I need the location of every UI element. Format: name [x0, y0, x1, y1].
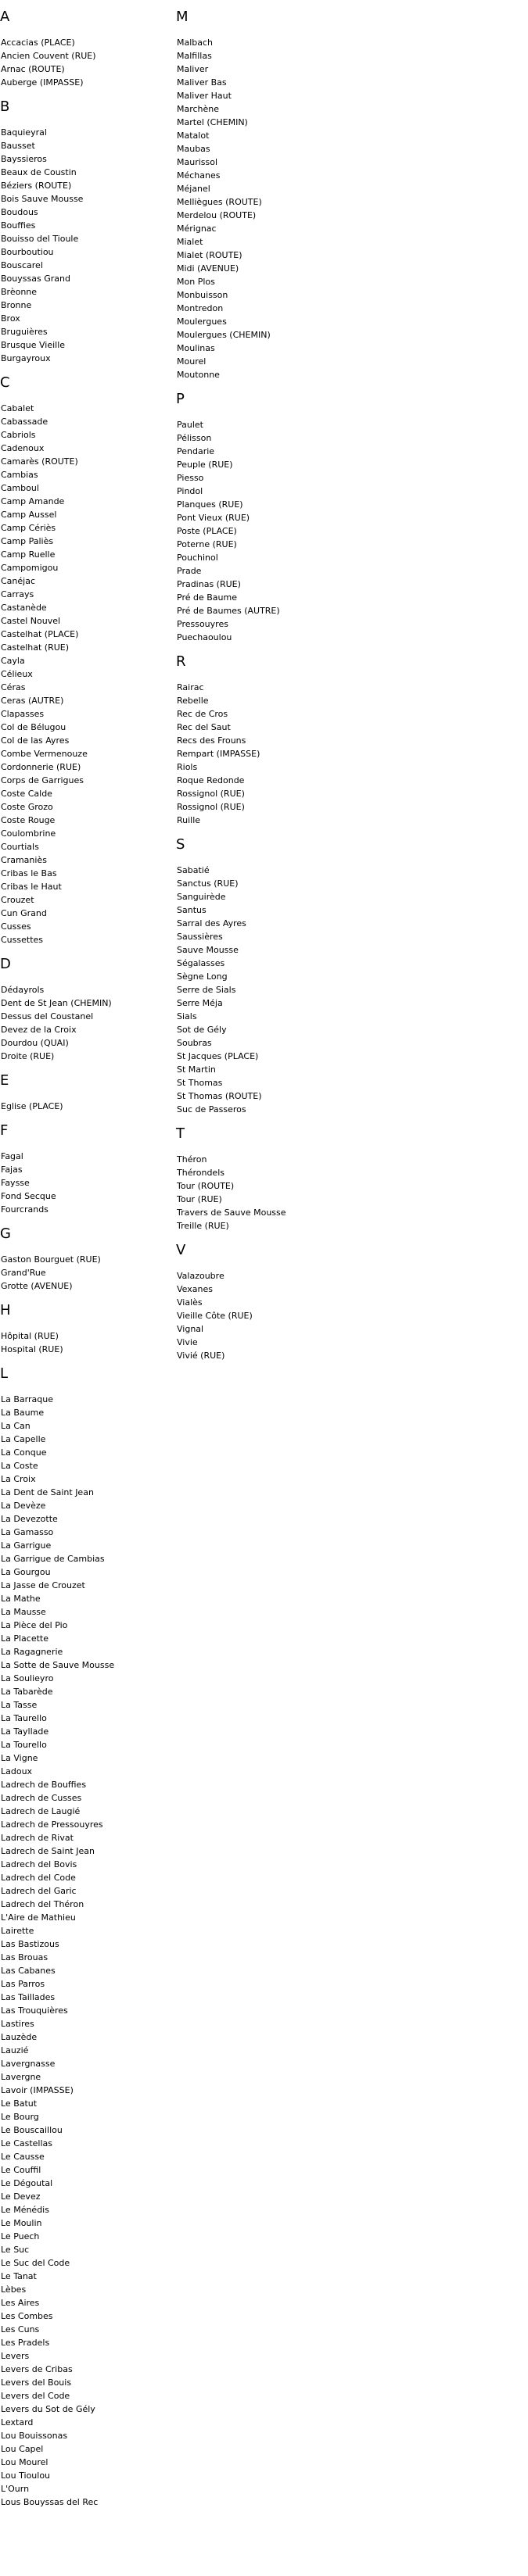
- street-name: Puechaoulou: [177, 632, 232, 642]
- street-name: Théron: [177, 1154, 207, 1165]
- street-name: Béziers (ROUTE): [1, 181, 72, 191]
- street-list: [0, 1329, 176, 1356]
- street-name: Les Aires: [1, 2298, 40, 2308]
- street-name: La Gamasso: [1, 1527, 54, 1537]
- street-name: Le Moulin: [1, 2218, 42, 2228]
- street-name: Las Taillades: [1, 1992, 56, 2002]
- section-letter-heading: L: [0, 1365, 9, 1382]
- street-name: Dent de St Jean (CHEMIN): [1, 998, 112, 1008]
- street-list: [0, 1100, 176, 1113]
- street-name: Fajas: [1, 1165, 23, 1175]
- street-name: Droite (RUE): [1, 1051, 55, 1061]
- street-name: Fagal: [1, 1151, 23, 1161]
- street-list: [0, 1253, 176, 1293]
- street-name: La Croix: [1, 1474, 36, 1484]
- street-name: Lextard: [1, 2417, 34, 2428]
- street-name: Rempart (IMPASSE): [177, 749, 260, 759]
- street-name: Accacias (PLACE): [1, 38, 75, 48]
- street-name: Cribas le Haut: [1, 882, 62, 892]
- street-name: Cadenoux: [1, 443, 45, 453]
- street-name: Auberge (IMPASSE): [1, 77, 84, 88]
- street-name: Clapasses: [1, 709, 45, 719]
- street-name: Castanède: [1, 603, 47, 613]
- section-letter-heading: E: [0, 1072, 9, 1089]
- street-name: La Placette: [1, 1633, 49, 1644]
- street-list: [0, 402, 176, 946]
- street-name: Cun Grand: [1, 908, 47, 918]
- street-name: La Devèze: [1, 1501, 46, 1511]
- street-name: Moutonne: [177, 370, 220, 380]
- street-name: Le Devez: [1, 2191, 41, 2202]
- street-name: Serre de Sials: [177, 985, 236, 995]
- street-name: Devez de la Croix: [1, 1025, 77, 1035]
- street-list: [176, 1269, 352, 1362]
- street-name: Rebelle: [177, 696, 209, 706]
- street-name: Le Couffil: [1, 2165, 41, 2175]
- street-name: Boudous: [1, 207, 38, 217]
- street-name: La Pièce del Pio: [1, 1620, 68, 1630]
- street-name: Coulombrine: [1, 828, 56, 839]
- street-name: Carrays: [1, 589, 34, 599]
- street-name: Pré de Baume: [177, 592, 237, 603]
- street-name: Sarral des Ayres: [177, 918, 246, 928]
- street-name: Brusque Vieille: [1, 340, 66, 350]
- street-name: Moulinas: [177, 343, 215, 353]
- street-list: [0, 36, 176, 89]
- street-name: Coste Grozo: [1, 802, 53, 812]
- street-name: Bayssieros: [1, 154, 47, 164]
- street-name: Las Cabanes: [1, 1966, 56, 1976]
- street-name: Planques (RUE): [177, 499, 243, 510]
- street-name: Ceras (AUTRE): [1, 696, 64, 706]
- section-letter-heading: D: [0, 956, 11, 972]
- street-name: Le Bouscaillou: [1, 2125, 63, 2135]
- street-name: Ladrech de Rivat: [1, 1833, 74, 1843]
- street-name: Castel Nouvel: [1, 616, 61, 626]
- street-name: Lou Mourel: [1, 2457, 48, 2467]
- street-name: Camp Ruelle: [1, 549, 56, 560]
- street-name: Grotte (AVENUE): [1, 1281, 73, 1291]
- street-name: Vignal: [177, 1324, 204, 1334]
- street-name: Castelhat (RUE): [1, 642, 70, 653]
- street-name: Hôpital (RUE): [1, 1331, 59, 1341]
- street-name: Col de las Ayres: [1, 735, 70, 746]
- street-name: Montredon: [177, 303, 224, 313]
- street-name: Ladrech de Cusses: [1, 1793, 82, 1803]
- street-name: Le Dégoutal: [1, 2178, 53, 2188]
- street-name: Beaux de Coustin: [1, 167, 77, 177]
- street-name: St Jacques (PLACE): [177, 1051, 259, 1061]
- street-name: Saussières: [177, 932, 223, 942]
- street-name: Les Cuns: [1, 2324, 40, 2334]
- street-name: Campomigou: [1, 563, 59, 573]
- street-name: Ladoux: [1, 1766, 33, 1776]
- street-name: Merdelou (ROUTE): [177, 210, 257, 220]
- street-name: La Tabarède: [1, 1687, 53, 1697]
- street-name: Levers del Bouis: [1, 2377, 72, 2388]
- street-name: Mialet: [177, 237, 203, 247]
- street-list: [176, 681, 352, 827]
- street-name: Camp Aussel: [1, 510, 57, 520]
- street-name: L'Aire de Mathieu: [1, 1912, 76, 1923]
- street-name: Burgayroux: [1, 353, 51, 363]
- letter-section: [0, 374, 176, 946]
- street-name: St Thomas (ROUTE): [177, 1091, 262, 1101]
- street-name: Canéjac: [1, 576, 36, 586]
- street-name: Sot de Gély: [177, 1025, 227, 1035]
- street-name: Camp Cériès: [1, 523, 56, 533]
- street-name: Pélisson: [177, 433, 212, 443]
- street-name: Cabriols: [1, 430, 36, 440]
- street-name: Ladrech de Pressouyres: [1, 1819, 103, 1830]
- street-name: Camarès (ROUTE): [1, 456, 78, 467]
- section-letter-heading: C: [0, 374, 10, 391]
- street-name: Cramaniès: [1, 855, 47, 865]
- street-name: Monbuisson: [177, 290, 228, 300]
- street-name: Tour (RUE): [177, 1194, 222, 1204]
- street-name: Thérondels: [177, 1168, 224, 1178]
- street-name: Lou Bouissonas: [1, 2431, 68, 2441]
- street-name: Ladrech de Saint Jean: [1, 1846, 95, 1856]
- right-column: [176, 0, 352, 1362]
- street-name: Lous Bouyssas del Rec: [1, 2497, 99, 2507]
- street-name: Bronne: [1, 300, 32, 310]
- street-name: Bausset: [1, 141, 35, 151]
- street-name: Maliver Haut: [177, 91, 232, 101]
- letter-section: [176, 391, 352, 644]
- street-name: Bouisso del Tioule: [1, 234, 79, 244]
- street-name: Martel (CHEMIN): [177, 117, 248, 127]
- letter-section: [176, 9, 352, 381]
- street-name: Eglise (PLACE): [1, 1101, 63, 1111]
- letter-section: [176, 1125, 352, 1233]
- street-name: Rossignol (RUE): [177, 789, 245, 799]
- street-name: Castelhat (PLACE): [1, 629, 79, 639]
- street-name: Pradinas (RUE): [177, 579, 241, 589]
- street-name: La Jasse de Crouzet: [1, 1580, 85, 1590]
- section-letter-heading: T: [176, 1125, 185, 1142]
- street-name: Suc de Passeros: [177, 1104, 246, 1114]
- street-name: Moulergues: [177, 317, 227, 327]
- street-list: [176, 418, 352, 644]
- street-name: Cambias: [1, 470, 38, 480]
- street-name: Brox: [1, 313, 20, 324]
- street-name: Le Tanat: [1, 2271, 37, 2281]
- street-list: [0, 126, 176, 365]
- street-name: Sabatié: [177, 865, 210, 875]
- street-name: Brèonne: [1, 287, 38, 297]
- street-name: Camboul: [1, 483, 39, 493]
- street-name: Levers du Sot de Gély: [1, 2404, 95, 2414]
- street-name: Camp Amande: [1, 496, 65, 506]
- street-list: [176, 864, 352, 1116]
- street-name: Levers del Code: [1, 2391, 70, 2401]
- street-name: Le Batut: [1, 2098, 38, 2109]
- street-name: Mon Plos: [177, 277, 215, 287]
- street-name: La Ragagnerie: [1, 1647, 63, 1657]
- street-name: Baquieyral: [1, 127, 47, 138]
- street-name: La Conque: [1, 1447, 47, 1458]
- street-name: Piesso: [177, 473, 204, 483]
- street-name: Maurissol: [177, 157, 218, 167]
- street-name: Ségalasses: [177, 958, 225, 968]
- street-name: Lavoir (IMPASSE): [1, 2085, 74, 2095]
- street-name: Pendarie: [177, 446, 215, 456]
- street-name: Moulergues (CHEMIN): [177, 330, 271, 340]
- street-name: Treille (RUE): [177, 1221, 229, 1231]
- street-name: Las Parros: [1, 1979, 45, 1989]
- street-name: Dourdou (QUAI): [1, 1038, 69, 1048]
- street-name: Las Bastizous: [1, 1939, 59, 1949]
- street-name: Rossignol (RUE): [177, 802, 245, 812]
- street-name: Gaston Bourguet (RUE): [1, 1254, 101, 1265]
- street-name: Mialet (ROUTE): [177, 250, 242, 260]
- section-letter-heading: F: [0, 1122, 9, 1139]
- street-name: Matalot: [177, 131, 210, 141]
- street-list: [176, 36, 352, 381]
- street-name: La Vigne: [1, 1753, 38, 1763]
- street-name: Ancien Couvent (RUE): [1, 51, 96, 61]
- street-name: La Mausse: [1, 1607, 46, 1617]
- street-name: Sauve Mousse: [177, 945, 239, 955]
- street-name: La Tasse: [1, 1700, 38, 1710]
- street-name: La Sotte de Sauve Mousse: [1, 1660, 115, 1670]
- street-name: Courtials: [1, 842, 39, 852]
- street-name: Bruguières: [1, 327, 48, 337]
- street-name: Dessus del Coustanel: [1, 1011, 94, 1021]
- left-column: [0, 0, 176, 2509]
- street-name: La Coste: [1, 1461, 38, 1471]
- street-name: Vivié (RUE): [177, 1351, 225, 1361]
- street-name: Maubas: [177, 144, 210, 154]
- street-name: Les Pradels: [1, 2338, 50, 2348]
- street-list: [176, 1153, 352, 1233]
- letter-section: [0, 98, 176, 365]
- street-name: Combe Vermenouze: [1, 749, 88, 759]
- street-name: Mourel: [177, 356, 207, 367]
- street-list: [0, 983, 176, 1063]
- section-letter-heading: P: [176, 391, 185, 407]
- street-name: Sanguirède: [177, 892, 226, 902]
- street-name: Fond Secque: [1, 1191, 56, 1201]
- letter-section: [176, 653, 352, 827]
- street-name: Melliègues (ROUTE): [177, 197, 262, 207]
- street-name: Malbach: [177, 38, 214, 48]
- street-name: Les Combes: [1, 2311, 53, 2321]
- street-name: Poste (PLACE): [177, 526, 237, 536]
- street-name: Sanctus (RUE): [177, 878, 239, 889]
- street-name: Coste Calde: [1, 789, 52, 799]
- street-name: Cayla: [1, 656, 25, 666]
- section-letter-heading: S: [176, 836, 185, 853]
- section-letter-heading: V: [176, 1242, 186, 1258]
- section-letter-heading: A: [0, 9, 10, 25]
- street-name: La Taurello: [1, 1713, 47, 1723]
- street-name: Col de Bélugou: [1, 722, 66, 732]
- street-name: Cordonnerie (RUE): [1, 762, 81, 772]
- street-name: Recs des Frouns: [177, 735, 246, 746]
- letter-section: [0, 1225, 176, 1293]
- street-name: Le Puech: [1, 2231, 40, 2241]
- street-name: La Devezotte: [1, 1514, 58, 1524]
- street-name: Bourboutiou: [1, 247, 54, 257]
- street-list: [0, 1150, 176, 1216]
- street-name: Marchène: [177, 104, 220, 114]
- street-name: Rec de Cros: [177, 709, 228, 719]
- street-name: Rec del Saut: [177, 722, 231, 732]
- street-name: Ladrech de Laugié: [1, 1806, 81, 1816]
- street-name: Soubras: [177, 1038, 212, 1048]
- street-name: Valazoubre: [177, 1271, 224, 1281]
- street-name: Ruille: [177, 815, 201, 825]
- street-name: Las Brouas: [1, 1952, 48, 1962]
- street-name: Méchanes: [177, 170, 221, 181]
- street-name: Midi (AVENUE): [177, 263, 239, 274]
- street-name: Coste Rouge: [1, 815, 56, 825]
- section-letter-heading: R: [176, 653, 186, 670]
- street-name: Le Castellas: [1, 2138, 53, 2148]
- street-name: La Soulieyro: [1, 1673, 54, 1683]
- street-name: Vialès: [177, 1297, 203, 1308]
- street-name: Pressouyres: [177, 619, 228, 629]
- street-name: Roque Redonde: [177, 775, 245, 785]
- section-letter-heading: H: [0, 1302, 11, 1318]
- street-name: Rairac: [177, 682, 204, 692]
- street-name: Las Trouquières: [1, 2005, 68, 2016]
- street-name: Céras: [1, 682, 26, 692]
- street-name: Crouzet: [1, 895, 34, 905]
- street-name: L'Ourn: [1, 2484, 30, 2494]
- street-name: Arnac (ROUTE): [1, 64, 65, 74]
- street-name: Lou Tioulou: [1, 2470, 51, 2481]
- street-name: Sègne Long: [177, 971, 228, 982]
- street-name: Pindol: [177, 486, 203, 496]
- section-letter-heading: M: [176, 9, 189, 25]
- street-name: Cabalet: [1, 403, 34, 413]
- street-name: Méjanel: [177, 184, 210, 194]
- street-name: Le Suc del Code: [1, 2258, 70, 2268]
- letter-section: [0, 9, 176, 89]
- street-name: Lavergnasse: [1, 2059, 56, 2069]
- street-name: Ladrech de Bouffies: [1, 1780, 87, 1790]
- street-name: La Barraque: [1, 1394, 53, 1404]
- street-name: Lavergne: [1, 2072, 41, 2082]
- street-list: [0, 1393, 176, 2509]
- street-name: Hospital (RUE): [1, 1344, 63, 1354]
- street-name: Lauzède: [1, 2032, 38, 2042]
- street-name: Lou Capel: [1, 2444, 44, 2454]
- street-name: Bouyssas Grand: [1, 274, 70, 284]
- section-letter-heading: B: [0, 98, 10, 115]
- street-name: La Capelle: [1, 1434, 46, 1444]
- street-name: Le Suc: [1, 2245, 30, 2255]
- street-name: Lèbes: [1, 2284, 27, 2295]
- street-name: Corps de Garrigues: [1, 775, 84, 785]
- street-name: Cabassade: [1, 417, 48, 427]
- street-name: Camp Paliès: [1, 536, 54, 546]
- street-name: Peuple (RUE): [177, 460, 233, 470]
- street-name: Vieille Côte (RUE): [177, 1311, 253, 1321]
- street-name: La Tourello: [1, 1740, 47, 1750]
- street-name: La Garrigue de Cambias: [1, 1554, 105, 1564]
- street-name: La Can: [1, 1421, 31, 1431]
- letter-section: [176, 836, 352, 1116]
- street-name: Vivie: [177, 1337, 198, 1347]
- street-name: Paulet: [177, 420, 203, 430]
- street-name: Ladrech del Bovis: [1, 1859, 77, 1869]
- street-name: La Dent de Saint Jean: [1, 1487, 94, 1497]
- street-name: La Garrigue: [1, 1540, 52, 1551]
- street-name: Ladrech del Garic: [1, 1886, 77, 1896]
- street-name: Le Ménédis: [1, 2205, 49, 2215]
- street-name: La Baume: [1, 1408, 45, 1418]
- street-name: Fourcrands: [1, 1204, 48, 1215]
- street-name: Le Bourg: [1, 2112, 39, 2122]
- street-name: La Tayllade: [1, 1726, 49, 1737]
- street-name: Cribas le Bas: [1, 868, 57, 878]
- street-name: Riols: [177, 762, 198, 772]
- street-name: Pouchinol: [177, 553, 218, 563]
- street-name: Maliver Bas: [177, 77, 227, 88]
- street-name: Poterne (RUE): [177, 539, 237, 549]
- street-name: Maliver: [177, 64, 209, 74]
- street-name: St Thomas: [177, 1078, 223, 1088]
- street-name: Malfillas: [177, 51, 212, 61]
- street-name: Bois Sauve Mousse: [1, 194, 84, 204]
- street-name: Faysse: [1, 1178, 30, 1188]
- street-name: Célieux: [1, 669, 33, 679]
- street-name: St Martin: [177, 1064, 216, 1075]
- letter-section: [0, 1302, 176, 1356]
- street-name: Lairette: [1, 1926, 34, 1936]
- street-name: Pré de Baumes (AUTRE): [177, 606, 280, 616]
- street-name: Ladrech del Théron: [1, 1899, 84, 1909]
- street-name: Vexanes: [177, 1284, 213, 1294]
- street-name: Cusses: [1, 921, 31, 932]
- street-name: Cussettes: [1, 935, 44, 945]
- letter-section: [0, 1122, 176, 1216]
- street-name: La Mathe: [1, 1594, 41, 1604]
- street-name: Dédayrols: [1, 985, 45, 995]
- street-name: Pont Vieux (RUE): [177, 513, 250, 523]
- street-name: Le Causse: [1, 2152, 45, 2162]
- street-name: Serre Méja: [177, 998, 223, 1008]
- street-name: Tour (ROUTE): [177, 1181, 235, 1191]
- letter-section: [176, 1242, 352, 1362]
- letter-section: [0, 1072, 176, 1113]
- street-name: Travers de Sauve Mousse: [177, 1208, 286, 1218]
- letter-section: [0, 956, 176, 1063]
- letter-section: [0, 1365, 176, 2509]
- street-name: Bouffies: [1, 220, 36, 231]
- street-name: Grand'Rue: [1, 1268, 46, 1278]
- street-name: Mérignac: [177, 224, 217, 234]
- street-name: Prade: [177, 566, 202, 576]
- street-name: Lastires: [1, 2019, 34, 2029]
- street-name: La Gourgou: [1, 1567, 51, 1577]
- street-name: Sials: [177, 1011, 197, 1021]
- street-name: Lauzié: [1, 2045, 29, 2055]
- street-name: Santus: [177, 905, 207, 915]
- section-letter-heading: G: [0, 1225, 11, 1242]
- street-name: Ladrech del Code: [1, 1873, 76, 1883]
- street-name: Levers de Cribas: [1, 2364, 73, 2374]
- street-name: Bouscarel: [1, 260, 43, 270]
- street-name: Levers: [1, 2351, 30, 2361]
